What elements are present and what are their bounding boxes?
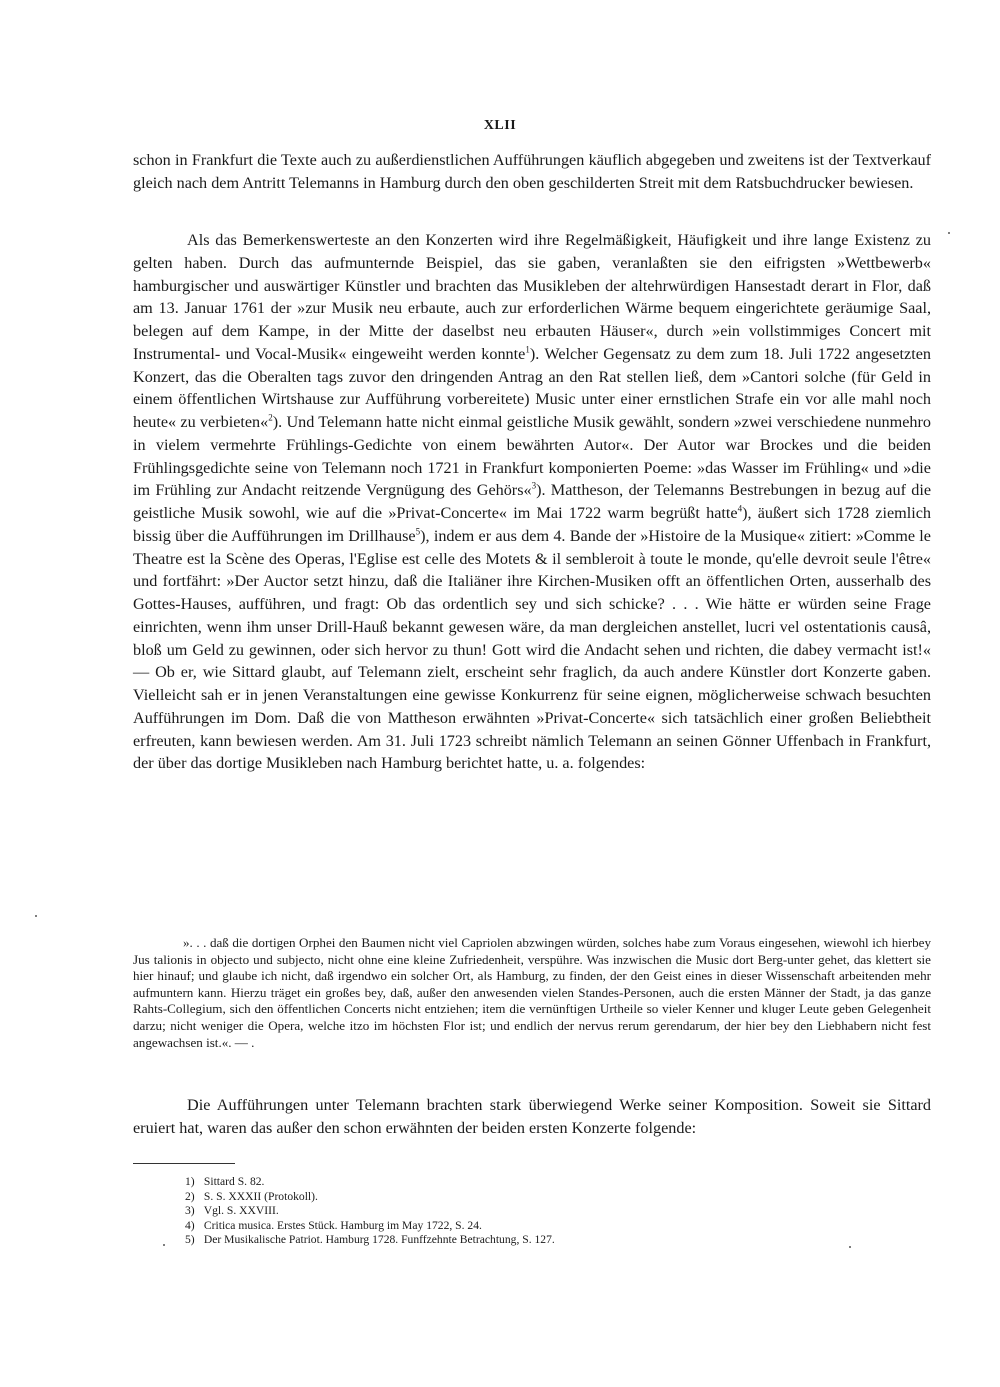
paragraph-main: [133, 229, 931, 775]
main-text-part: ). Mattheson, der Telemanns Bestrebungen in bezug auf die geistliche Musik sowohl, wie auf die »Privat-Concerte« im Mai 1722 warm begrüßt hatte: [133, 481, 932, 522]
footnote-text: Der Musikalische Patriot. Hamburg 1728. Funffzehnte Betrachtung, S. 127.: [203, 1233, 555, 1247]
footnote-item: [185, 1175, 835, 1190]
block-quote-text: ». . . daß die dortigen Orphei den Baumen nicht viel Capriolen abzwingen würden, solches habe zum Voraus eingesehen, wiewohl ich hierbey Jus talionis in objecto und subjecto, nicht ohne eine kleine Zufriedenheit, verspühre. Was inzwischen die Music dort Berg-unter gehet, das klettert sie hier hinauf; und glaube ich nicht, daß irgendwo ein solcher Ort, als Hamburg, zu finden, der den Geist eines in dieser Wissenschaft arbeitenden mehr aufmuntern kann. Hierzu träget ein großes bey, daß, außer den anwesenden vielen Standes-Personen, auch die ersten Männer der Stadt, ja das ganze Rahts-Collegium, sich den öffentlichen Concerts nicht entziehen; item die vernünftigen Urtheile so vieler Kenner und kluger Leute geben Gelegenheit darzu; nicht weniger die Opera, welche itzo im höchsten Flor ist; und endlich der nervus rerum gerendarum, der hier bey den Liebhabern nicht fest angewachsen ist.«. — .: [133, 935, 931, 1050]
scan-speck: [948, 232, 950, 234]
main-text-part: Als das Bemerkenswerteste an den Konzerten wird ihre Regelmäßigkeit, Häufigkeit und ihre lange Existenz zu gelten haben. Durch das aufmunternde Beispiel, das sie gaben, veranlaßten sie den eifrigsten »Wettbewerb« hamburgischer und auswärtiger Künstler und brachten das Musikleben der altehrwürdigen Hansestadt derart in Flor, daß am 13. Januar 1761 der »zur Musik neu erbaute, auch zur erforderlichen Wärme bequem eingerichtete geräumige Saal, belegen auf dem Kampe, in der Mitte der daselbst neu erbauten Häuser«, durch »ein vollstimmiges Concert mit Instrumental- und Vocal-Musik« eingeweiht werden konnte: [133, 231, 931, 363]
footnote-text: Vgl. S. XXVIII.: [203, 1204, 279, 1218]
main-text-part: ), äußert sich 1728 ziemlich bissig über die Aufführungen im Drillhause: [133, 504, 931, 545]
footnote-item: [185, 1190, 835, 1205]
footnote-number: 4): [185, 1218, 195, 1232]
footnote-marker: 5: [415, 526, 421, 537]
footnote-number: 1): [185, 1175, 195, 1188]
footnote-text: S. S. XXXII (Protokoll).: [203, 1189, 318, 1203]
footnote-list: [185, 1175, 835, 1248]
main-text-part: ). Welcher Gegensatz zu dem zum 18. Juli 1722 angesetzten Konzert, das die Oberalten tags zuvor den dringenden Antrag an den Rat stellen ließ, dem »Cantori solche (für Geld in einem öffentlichen Wirtshause zur Aufführung vorbereitete) Music unter einer ernstlichen Strafe ein vor alle mahl noch heute« zu verbieten«: [133, 344, 931, 431]
footnote-text: Critica musica. Erstes Stück. Hamburg im May 1722, S. 24.: [203, 1218, 482, 1232]
scan-speck: [849, 1246, 851, 1248]
paragraph-final: Die Aufführungen unter Telemann brachten stark überwiegend Werke seiner Komposition. Soweit sie Sittard eruiert hat, waren das außer den schon erwähnten der beiden ersten Konzerte folgende:: [133, 1096, 931, 1137]
footnote-marker: 3: [531, 480, 537, 491]
footnote-item: [185, 1233, 835, 1248]
footnote-item: [185, 1204, 835, 1219]
main-text-part: ). Und Telemann hatte nicht einmal geistliche Musik gewählt, sondern »zwei verschiedene nunmehro in vielem vermehrte Frühlings-Gedichte von einem bewährten Autor«. Der Autor war Brockes und die beiden Frühlingsgedichte seine von Telemann noch 1721 in Frankfurt komponierten Poeme: »das Wasser im Frühling« und »die im Frühling zur Andacht reitzende Vergnügung des Gehörs«: [133, 413, 931, 500]
footnote-item: [185, 1219, 835, 1234]
footnote-text: Sittard S. 82.: [203, 1175, 265, 1188]
scan-speck: [35, 915, 37, 917]
scan-speck: [163, 1244, 165, 1246]
main-text-part: ), indem er aus dem 4. Bande der »Histoire de la Musique« zitiert: »Comme le Theatre est la Scène des Operas, l'Eglise est celle des Motets & il sembleroit à toute le monde, qu'elle devroit seule l'être« und fortfährt: »Der Auctor setzt hinzu, daß die Italiäner ihre Kirchen-Musiken offt an öffentlichen Orten, ausserhalb des Gottes-Hauses, aufführen, und fragt: Ob das ordentlich sey und sich schicke? . . . Wie hätte er würden seine Frage einrichten, wenn ihm unser Drill-Hauß bekannt gewesen wäre, da man dergleichen anstellet, lucri vel ostentationis causâ, bloß um Geld zu gewinnen, oder sich hervor zu thun! Gott wird die Andacht sehen und richten, die dabey vermacht ist!« — Ob er, wie Sittard glaubt, auf Telemann zielt, erscheint sehr fraglich, da auch andere Künstler dort Konzerte gaben. Vielleicht sah er in jenen Veranstaltungen eine gewisse Konkurrenz für seine eignen, möglicherweise schwach besuchten Aufführungen im Dom. Daß die von Mattheson erwähnten »Privat-Concerte« sich tatsächlich einer großen Beliebtheit erfreuten, kann bewiesen werden. Am 31. Juli 1723 schreibt nämlich Telemann an seinen Gönner Uffenbach in Frankfurt, der über das dortige Musikleben nach Hamburg berichtet hatte, u. a. folgendes:: [133, 526, 931, 773]
footnote-number: 3): [185, 1204, 195, 1218]
footnote-number: 2): [185, 1189, 195, 1203]
footnote-number: 5): [185, 1233, 195, 1247]
footnote-marker: 1: [525, 344, 530, 355]
page-number: XLII: [483, 118, 517, 133]
footnote-marker: 2: [268, 412, 273, 423]
footnote-divider: [133, 1163, 235, 1164]
footnote-marker: 4: [737, 503, 743, 514]
paragraph-continuation: schon in Frankfurt die Texte auch zu außerdienstlichen Aufführungen käuflich abgegeben und zweitens ist der Textverkauf gleich nach dem Antritt Telemanns in Hamburg durch den oben geschilderten Streit mit dem Ratsbuchdrucker bewiesen.: [133, 151, 931, 192]
block-quote: [133, 935, 931, 1051]
